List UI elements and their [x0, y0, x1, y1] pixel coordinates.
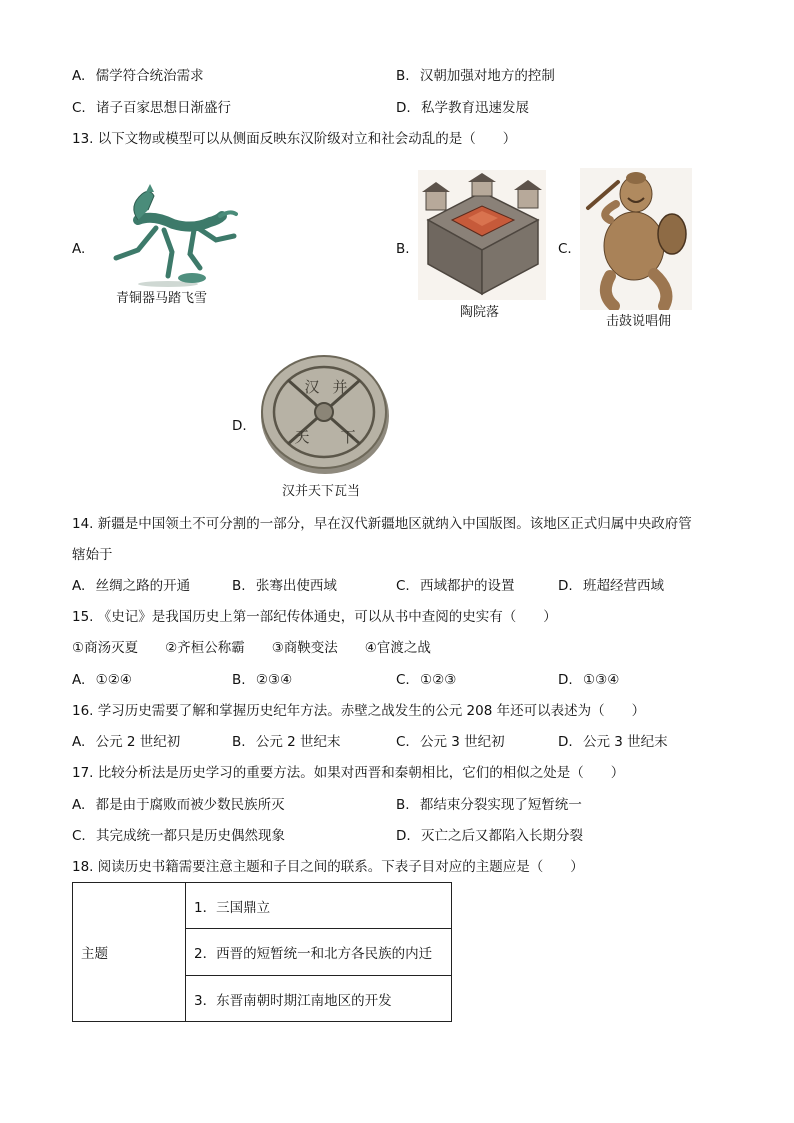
q14-option-d: D. 班超经营西域: [558, 578, 664, 594]
q17-option-a: A. 都是由于腐败而被少数民族所灭: [72, 797, 285, 813]
q18-table: [72, 882, 452, 1022]
q13-caption-b: 陶院落: [460, 305, 500, 320]
q15-items: ①商汤灭夏 ②齐桓公称霸 ③商鞅变法 ④官渡之战: [72, 640, 431, 656]
q12-option-c: C. 诸子百家思想日渐盛行: [72, 100, 232, 116]
tile-char-3: 天: [294, 428, 310, 446]
tile-char-2: 并: [332, 378, 348, 396]
q14-stem-line2: 辖始于: [72, 547, 113, 563]
q18-table-row-1: 1．三国鼎立: [186, 883, 452, 929]
q12-option-b: B. 汉朝加强对地方的控制: [396, 68, 555, 84]
q18-table-header: 主题: [73, 883, 186, 1022]
pottery-courtyard-image: [418, 170, 546, 300]
q13-option-a-letter: A.: [72, 241, 86, 257]
tile-char-4: 下: [340, 428, 356, 446]
q16-stem: 16. 学习历史需要了解和掌握历史纪年方法。赤壁之战发生的公元 208 年还可以表述为（ ）: [72, 703, 646, 719]
q15-option-d: D. ①③④: [558, 672, 620, 688]
q15-option-a: A. ①②④: [72, 672, 132, 688]
q16-option-d: D. 公元 3 世纪末: [558, 734, 668, 750]
tile-char-1: 汉: [304, 378, 320, 396]
eaves-tile-image: [258, 350, 392, 476]
q13-caption-a: 青铜器马踏飞雪: [116, 291, 208, 306]
q13-option-c-letter: C.: [558, 241, 572, 257]
q17-option-b: B. 都结束分裂实现了短暂统一: [396, 797, 582, 813]
q13-caption-c: 击鼓说唱佣: [606, 314, 672, 329]
q16-option-c: C. 公元 3 世纪初: [396, 734, 505, 750]
q15-stem: 15. 《史记》是我国历史上第一部纪传体通史，可以从书中查阅的史实有（ ）: [72, 609, 557, 625]
q14-option-c: C. 西域都护的设置: [396, 578, 515, 594]
q13-option-d-letter: D.: [232, 418, 247, 434]
q17-stem: 17. 比较分析法是历史学习的重要方法。如果对西晋和秦朝相比，它们的相似之处是（ ）: [72, 765, 625, 781]
q12-option-d: D. 私学教育迅速发展: [396, 100, 529, 116]
q18-stem: 18. 阅读历史书籍需要注意主题和子目之间的联系。下表子目对应的主题应是（ ）: [72, 859, 584, 875]
q15-option-c: C. ①②③: [396, 672, 457, 688]
q14-option-b: B. 张骞出使西域: [232, 578, 337, 594]
q15-option-b: B. ②③④: [232, 672, 293, 688]
q18-table-row-2: 2．西晋的短暂统一和北方各民族的内迁: [186, 929, 452, 976]
q13-caption-d: 汉并天下瓦当: [282, 484, 361, 499]
q17-option-d: D. 灭亡之后又都陷入长期分裂: [396, 828, 583, 844]
bronze-horse-image: [98, 180, 238, 288]
q14-option-a: A. 丝绸之路的开通: [72, 578, 191, 594]
drummer-figurine-image: [580, 168, 692, 310]
q16-option-a: A. 公元 2 世纪初: [72, 734, 181, 750]
q17-option-c: C. 其完成统一都只是历史偶然现象: [72, 828, 286, 844]
q16-option-b: B. 公元 2 世纪末: [232, 734, 341, 750]
q13-option-b-letter: B.: [396, 241, 410, 257]
q14-stem-line1: 14. 新疆是中国领土不可分割的一部分，早在汉代新疆地区就纳入中国版图。该地区正式归属中央政府管: [72, 516, 692, 532]
q12-option-a: A. 儒学符合统治需求: [72, 68, 204, 84]
q18-table-row-3: 3．东晋南朝时期江南地区的开发: [186, 976, 452, 1022]
q13-stem: 13. 以下文物或模型可以从侧面反映东汉阶级对立和社会动乱的是（ ）: [72, 131, 517, 147]
